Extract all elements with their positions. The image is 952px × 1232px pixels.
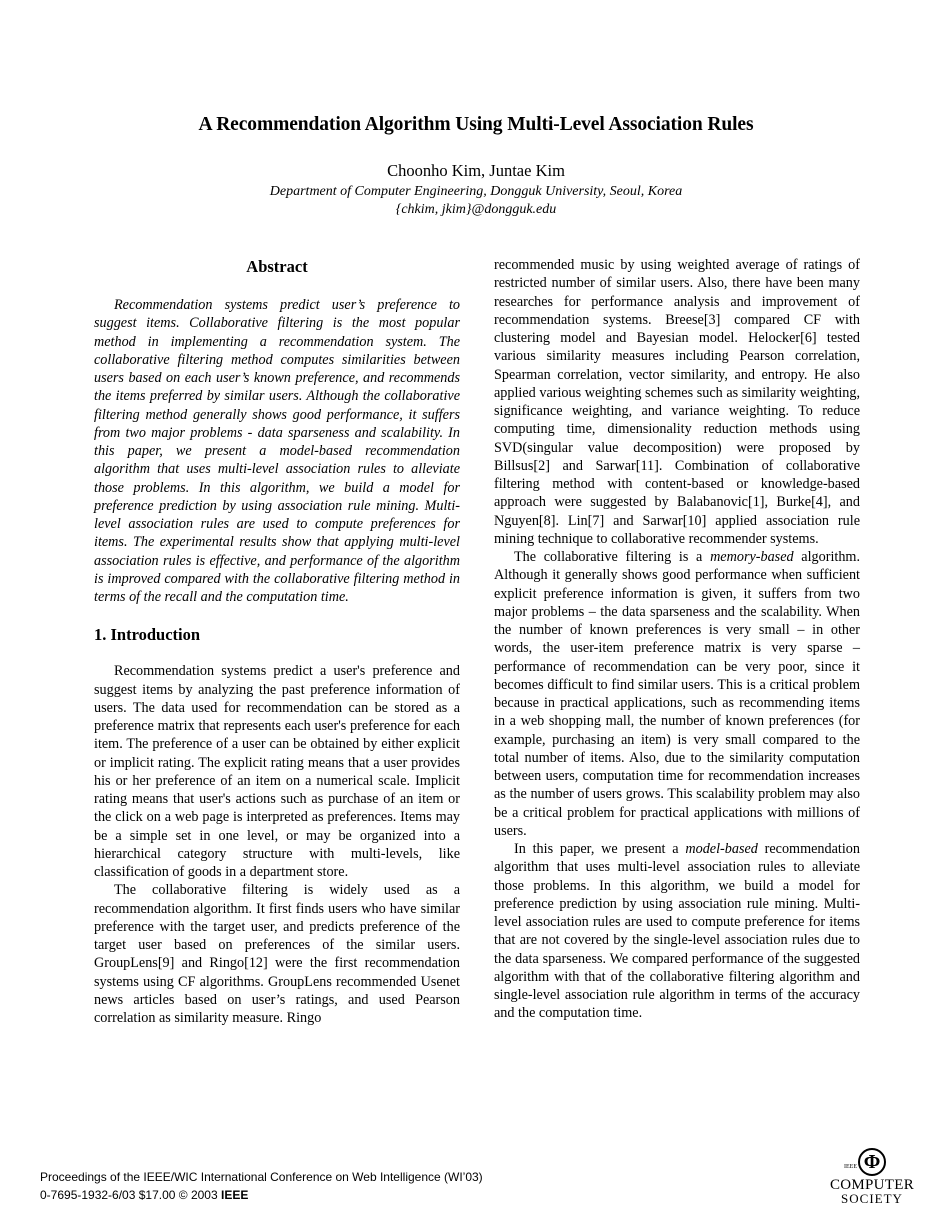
abstract-heading: Abstract (246, 257, 308, 276)
page-footer (40, 1168, 483, 1204)
intro-paragraph-2-continued: recommended music by using weighted average of ratings of restricted number of similar users. Also, there have been many researches for performance analysis and improvement of recommendation systems. Breese[3] compared CF with clustering model and Bayesian model. Helocker[6] tested various similarity measures including Pearson correlation, Spearman correlation, vector similarity, and entropy. He also applied various weighting schemes such as similarity weighting, significance weighting, and variance weighting. To reduce computing time, dimensionality reduction methods using SVD(singular value decomposition) were proposed by Billsus[2] and Sarwar[11]. Combination of collaborative filtering method with content-based or knowledge-based approach were suggested by Balabanovic[1], Burke[4], and Nguyen[8]. Lin[7] and Sarwar[10] applied association rule mining technique to collaborative recommender systems. (494, 257, 860, 547)
phi-icon: Φ (858, 1148, 886, 1176)
intro-paragraph-1: Recommendation systems predict a user's preference and suggest items by analyzing the past preference information of users. The data used for recommendation can be stored as a preference matrix that represents each user's preference for each item. The preference of a user can be obtained by either explicit or implicit rating. The explicit rating means that a user provides his or her preference of an item on a numerical scale. Implicit rating means that user's actions such as purchase of an item or the click on a web page is interpreted as preferences. Items may be a simple set in one level, or may be organized into a hierarchical category structure with multi-levels, like classification of goods in a department store. (94, 663, 460, 880)
logo-line-computer: COMPUTER (829, 1177, 915, 1193)
computer-society-logo (822, 1148, 922, 1210)
footer-copyright (40, 1186, 483, 1204)
paper-affiliation: Department of Computer Engineering, Dongguk University, Seoul, Korea (269, 184, 683, 199)
footer-isbn: 0-7695-1932-6/03 $17.00 © 2003 (40, 1188, 221, 1202)
intro-paragraph-2: The collaborative filtering is widely used as a recommendation algorithm. It first finds users who have similar preference with the target user, and predicts preference of the target user based on preferences of the similar users. GroupLens[9] and Ringo[12] were the first recommendation systems using CF algorithms. GroupLens recommended Usenet news articles based on user’s ratings, and used Pearson correlation as similarity measure. Ringo (94, 882, 460, 1026)
logo-line-society: SOCIETY (841, 1191, 903, 1206)
abstract-text: Recommendation systems predict user’s preference to suggest items. Collaborative filtering is the most popular method in implementing a recommendation system. The collaborative filtering method computes similarities between users based on each user’s known preference, and recommends the items preferred by similar users. Although the collaborative filtering method generally shows good performance, it suffers from two major problems - data sparseness and scalability. In this paper, we present a model-based recommendation algorithm that uses multi-level association rules to alleviate those problems. In this algorithm, we build a model for preference prediction by using association rule mining. Multi-level association rules are used to compute preferences for items. The experimental results show that applying multi-level association rules is effective, and performance of the algorithm is improved compared with the collaborative filtering method in terms of the recall and the computation time. (94, 297, 460, 605)
left-column (94, 256, 460, 1027)
p4-start: In this paper, we present a (514, 841, 686, 857)
footer-ieee: IEEE (220, 1188, 249, 1202)
paper-email: {chkim, jkim}@dongguk.edu (395, 202, 557, 217)
intro-paragraph-4 (494, 840, 860, 1023)
p3-rest: algorithm. Although it generally shows good performance when sufficient explicit preference information is given, it suffers from two major problems – the data sparseness and the scalability. When the number of known preferences is very small – in other words, the user-item preference matrix is very sparse – performance of recommendation can be very poor, since it becomes difficult to find similar users. This is a critical problem because in practical applications, such as recommending items in a web shopping mall, the number of known preferences (for example, purchasing an item) is very small compared to the total number of items. Also, due to the similarity computation between users, computation time for recommendation increases as the number of users grows. This scalability problem may also be a critical problem for practical applications with millions of users. (494, 549, 860, 839)
footer-proceedings: Proceedings of the IEEE/WIC International Conference on Web Intelligence (WI’03) (40, 1170, 483, 1184)
p4-rest: recommendation algorithm that uses multi-level association rules to alleviate those problems. In this algorithm, we build a model for preference prediction by using association rule mining. Multi-level association rules are used to compute preference for items that are not covered by the single-level association rules due to the data sparseness. We compared performance of the suggested algorithm with that of the collaborative filtering algorithm and single-level association rule algorithm in terms of the accuracy and the computation time. (494, 841, 860, 1022)
p4-emphasis: model-based (685, 841, 758, 857)
paper-authors: Choonho Kim, Juntae Kim (387, 161, 565, 180)
p3-start: The collaborative filtering is a (514, 549, 711, 565)
introduction-heading: 1. Introduction (94, 625, 201, 645)
logo-ieee-label: IEEE (844, 1164, 857, 1170)
paper-title: A Recommendation Algorithm Using Multi-Level Association Rules (198, 114, 754, 135)
right-column (494, 256, 860, 1023)
intro-paragraph-3 (494, 548, 860, 840)
p3-emphasis: memory-based (710, 549, 794, 565)
